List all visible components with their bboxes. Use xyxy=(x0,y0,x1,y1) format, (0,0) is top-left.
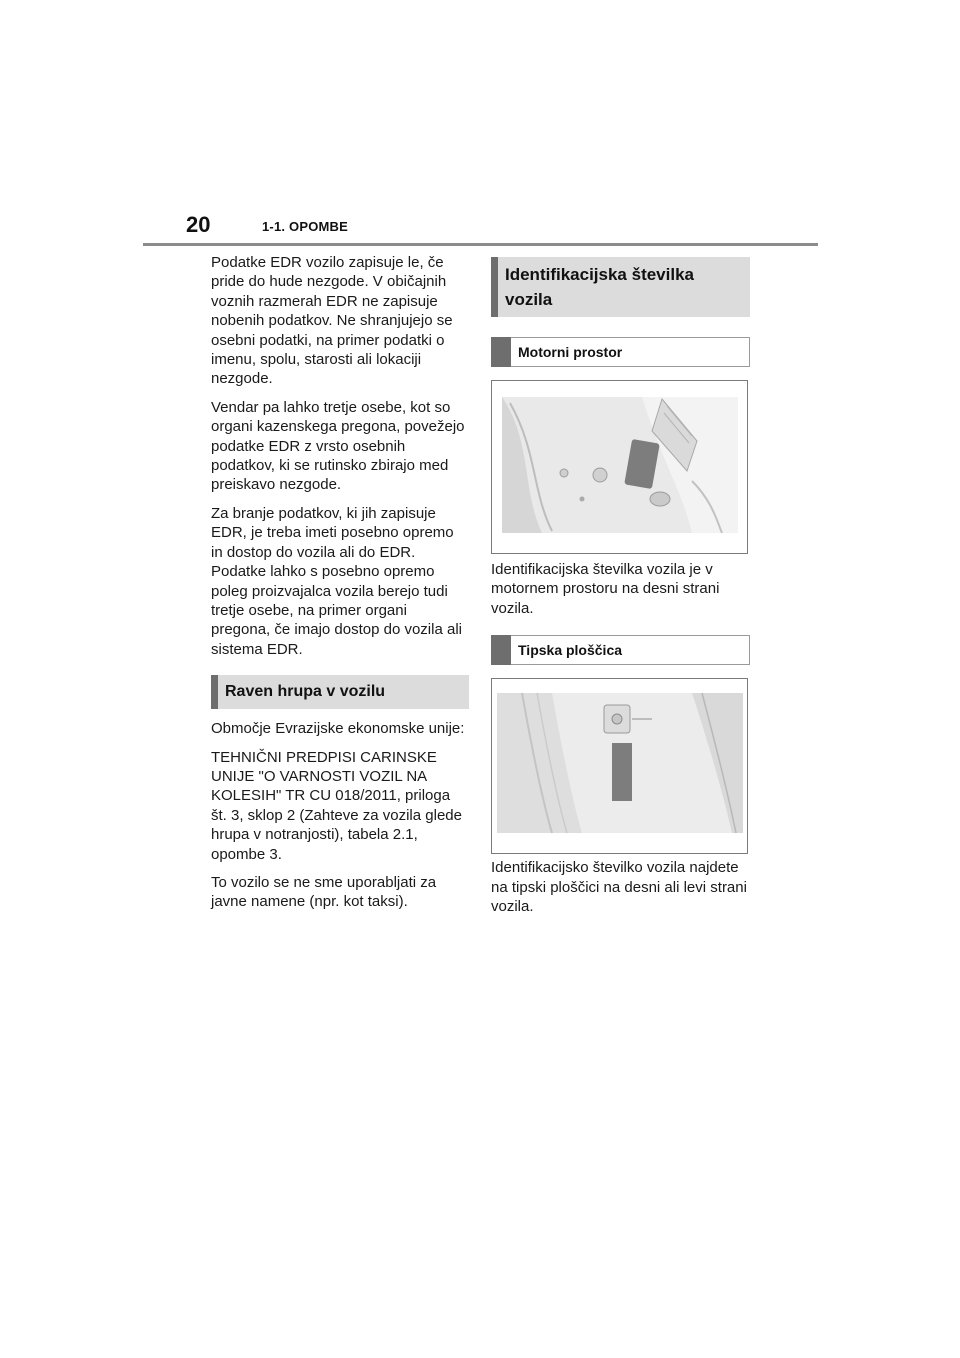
vin-heading xyxy=(491,257,750,317)
noise-paragraph-2: TEHNIČNI PREDPISI CARINSKE UNIJE "O VARNOSTI VOZIL NA KOLESIH" TR CU 018/2011, priloga št. 3, sklop 2 (Zahteve za vozila glede hrupa v notranjosti), tabela 2.1, opombe 3. xyxy=(211,748,462,863)
type-plate-subheading-text: Tipska ploščica xyxy=(518,642,623,659)
left-column xyxy=(211,253,469,921)
type-plate-caption: Identifikacijsko številko vozila najdete na tipski ploščici na desni ali levi strani vozila. xyxy=(491,859,747,916)
edr-paragraph-3: Za branje podatkov, ki jih zapisuje EDR, je treba imeti posebno opremo in dostop do vozila ali do EDR. Podatke lahko s posebno opremo poleg proizvajalca vozila berejo tudi tretje osebe, na primer organi pregona, če imajo dostop do vozila ali sistema EDR. xyxy=(211,504,462,658)
right-column xyxy=(491,257,750,925)
vin-heading-text: Identifikacijska številka vozila xyxy=(505,265,694,309)
edr-paragraph-2: Vendar pa lahko tretje osebe, kot so organi kazenskega pregona, povežejo podatke EDR z vrsto osebnih podatkov, ki se rutinsko zbirajo med preiskavo nezgode. xyxy=(211,398,465,494)
noise-paragraph-3: To vozilo se ne sme uporabljati za javne namene (npr. kot taksi). xyxy=(211,873,437,911)
noise-level-heading-text: Raven hrupa v vozilu xyxy=(225,683,386,701)
type-plate-subheading xyxy=(491,635,750,665)
engine-bay-subheading xyxy=(491,337,750,367)
section-title: 1-1. OPOMBE xyxy=(262,219,348,234)
engine-bay-caption: Identifikacijska številka vozila je v motornem prostoru na desni strani vozila. xyxy=(491,561,720,617)
engine-bay-image xyxy=(491,380,748,554)
noise-paragraph-1: Območje Evrazijske ekonomske unije: xyxy=(211,720,465,738)
noise-level-heading xyxy=(211,675,469,709)
door-pillar-illustration xyxy=(492,679,747,853)
engine-bay-subheading-text: Motorni prostor xyxy=(518,344,623,360)
page-number: 20 xyxy=(186,212,211,237)
engine-bay-illustration xyxy=(492,381,747,553)
edr-paragraph-1: Podatke EDR vozilo zapisuje le, če pride do hude nezgode. V običajnih voznih razmerah EDR ne zapisuje nobenih podatkov. Ne shranjujejo se osebni podatki, na primer podatki o imenu, spolu, starosti ali lokaciji nezgode. xyxy=(211,254,453,388)
type-plate-image xyxy=(491,678,748,854)
header-divider xyxy=(143,243,818,246)
